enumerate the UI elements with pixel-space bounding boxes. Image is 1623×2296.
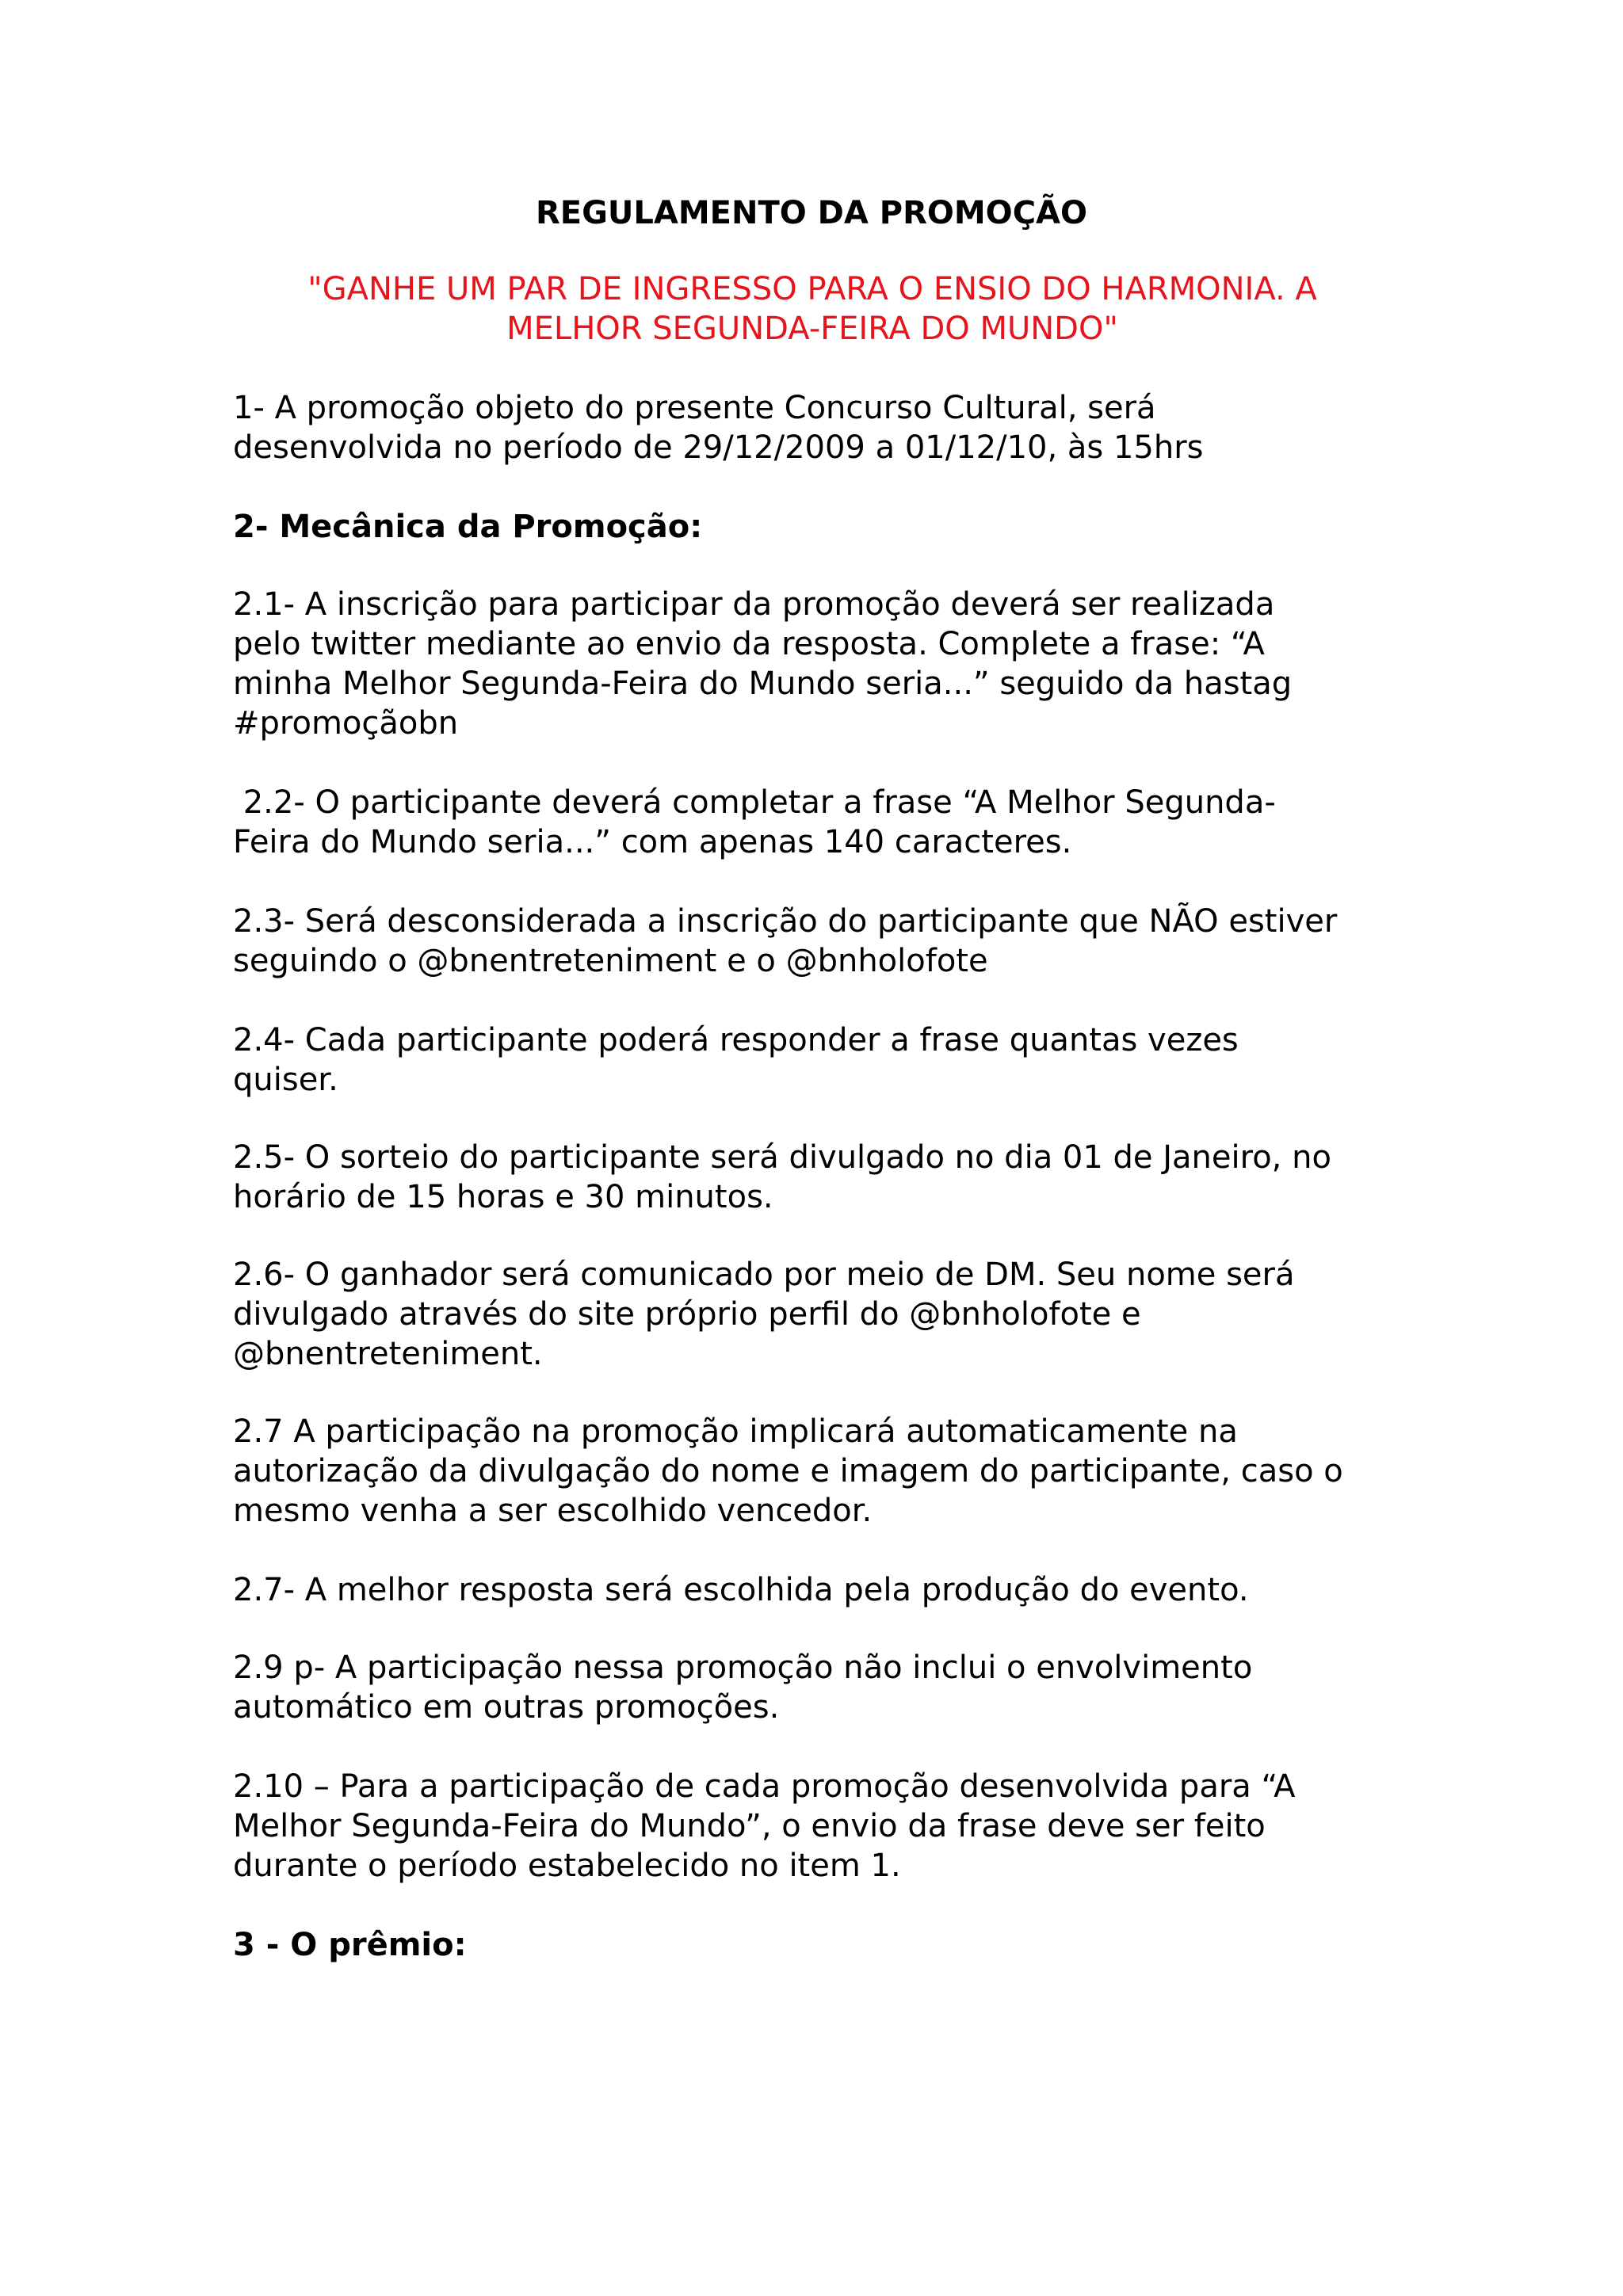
clause-line: Feira do Mundo seria...” com apenas 140 caracteres. <box>233 824 1072 860</box>
clause-line: autorização da divulgação do nome e imagem do participante, caso o <box>233 1453 1343 1489</box>
clause-line: 2.1- A inscrição para participar da promoção deverá ser realizada <box>233 586 1275 623</box>
clause-2-7-authorization <box>233 1412 1406 1531</box>
clause-line: pelo twitter mediante ao envio da resposta. Complete a frase: “A <box>233 626 1265 662</box>
clause-line: 2.4- Cada participante poderá responder a frase quantas vezes <box>233 1022 1239 1058</box>
clause-line: automático em outras promoções. <box>233 1689 780 1726</box>
clause-line: quiser. <box>233 1062 338 1098</box>
clause-line: 2.9 p- A participação nessa promoção não inclui o envolvimento <box>233 1650 1253 1686</box>
promotion-subtitle <box>262 269 1363 349</box>
clause-line: 2.2- O participante deverá completar a frase “A Melhor Segunda- <box>233 784 1276 821</box>
clause-line: 2.5- O sorteio do participante será divulgado no dia 01 de Janeiro, no <box>233 1139 1331 1176</box>
subtitle-line: "GANHE UM PAR DE INGRESSO PARA O ENSIO DO HARMONIA. A <box>307 271 1317 307</box>
clause-line: 2.7- A melhor resposta será escolhida pela produção do evento. <box>233 1572 1249 1608</box>
clause-line: divulgado através do site próprio perfil do @bnholofote e <box>233 1296 1141 1333</box>
subtitle-line: MELHOR SEGUNDA-FEIRA DO MUNDO" <box>506 311 1118 347</box>
clause-line: #promoçãobn <box>233 705 459 742</box>
clause-2-6 <box>233 1255 1406 1374</box>
clause-line: horário de 15 horas e 30 minutos. <box>233 1179 773 1215</box>
clause-line: 2.7 A participação na promoção implicará automaticamente na <box>233 1413 1238 1450</box>
clause-1 <box>233 388 1406 467</box>
document-title: REGULAMENTO DA PROMOÇÃO <box>535 195 1088 231</box>
clause-2-9 <box>233 1648 1406 1727</box>
section-heading-3: 3 - O prêmio: <box>233 1927 467 1963</box>
section-heading-2: 2- Mecânica da Promoção: <box>233 509 703 545</box>
clause-2-3 <box>233 902 1406 981</box>
clause-line: 2.10 – Para a participação de cada promoção desenvolvida para “A <box>233 1768 1296 1805</box>
clause-line: durante o período estabelecido no item 1. <box>233 1848 901 1884</box>
clause-line: Melhor Segunda-Feira do Mundo”, o envio da frase deve ser feito <box>233 1808 1266 1844</box>
clause-line: minha Melhor Segunda-Feira do Mundo seria...” seguido da hastag <box>233 666 1293 702</box>
clause-line: 2.3- Será desconsiderada a inscrição do participante que NÃO estiver <box>233 903 1338 940</box>
clause-2-10 <box>233 1767 1406 1886</box>
clause-line: @bnentreteniment. <box>233 1336 543 1372</box>
clause-2-5 <box>233 1138 1406 1217</box>
clause-line: seguindo o @bnentreteniment e o @bnholofote <box>233 943 988 979</box>
clause-line: 2.6- O ganhador será comunicado por meio de DM. Seu nome será <box>233 1257 1295 1293</box>
clause-2-2 <box>233 783 1406 862</box>
clause-line: 1- A promoção objeto do presente Concurso Cultural, será <box>233 390 1156 426</box>
clause-line: desenvolvida no período de 29/12/2009 a 01/12/10, às 15hrs <box>233 429 1204 466</box>
clause-2-1 <box>233 585 1406 743</box>
clause-2-7-best-answer <box>233 1570 1406 1610</box>
clause-line: mesmo venha a ser escolhido vencedor. <box>233 1493 873 1529</box>
clause-2-4 <box>233 1020 1406 1100</box>
